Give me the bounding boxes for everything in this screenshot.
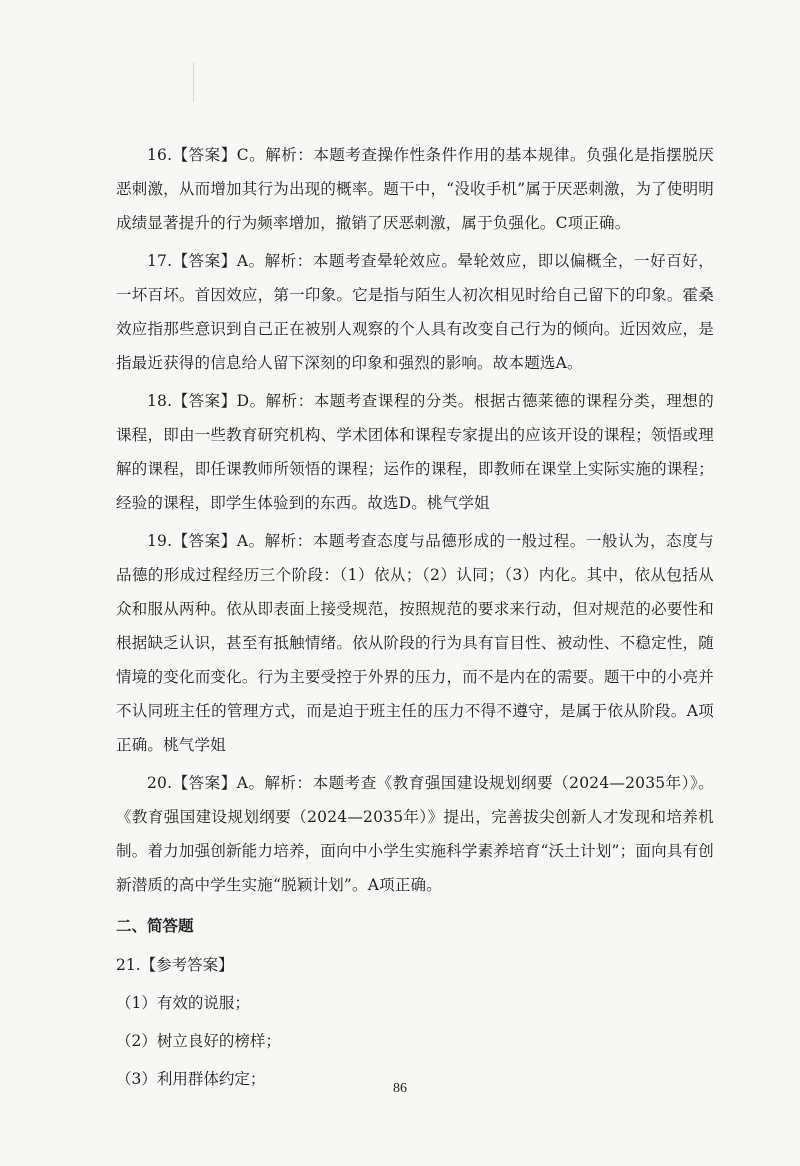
answer-18: 18.【答案】D。解析：本题考查课程的分类。根据古德莱德的课程分类，理想的课程，即由一些教育研究机构、学术团体和课程专家提出的应该开设的课程；领悟或理解的课程，即任课教师所领悟的课程；运作的课程，即教师在课堂上实际实施的课程；经验的课程，即学生体验到的东西。故选D。桃气学姐 xyxy=(116,392,714,512)
answer-17: 17.【答案】A。解析：本题考查晕轮效应。晕轮效应，即以偏概全，一好百好，一坏百坏。首因效应，第一印象。它是指与陌生人初次相见时给自己留下的印象。霍桑效应指那些意识到自己正在被别人观察的个人具有改变自己行为的倾向。近因效应，是指最近获得的信息给人留下深刻的印象和强烈的影响。故本题选A。 xyxy=(116,252,714,372)
answer-21-item-2: （2）树立良好的榜样； xyxy=(116,1032,281,1050)
answer-21-item-3: （3）利用群体约定； xyxy=(116,1070,266,1088)
margin-rule xyxy=(193,62,194,102)
answer-21-title: 21.【参考答案】 xyxy=(116,956,234,974)
answer-16: 16.【答案】C。解析：本题考查操作性条件作用的基本规律。负强化是指摆脱厌恶刺激，从而增加其行为出现的概率。题干中，“没收手机”属于厌恶刺激，为了使明明成绩显著提升的行为频率增加，撤销了厌恶刺激，属于负强化。C项正确。 xyxy=(116,146,714,232)
answer-21-item-1: （1）有效的说服； xyxy=(116,994,250,1012)
page-number: 86 xyxy=(393,1081,407,1096)
answer-20: 20.【答案】A。解析：本题考查《教育强国建设规划纲要（2024—2035年）》。《教育强国建设规划纲要（2024—2035年）》提出，完善拔尖创新人才发现和培养机制。着力加强创新能力培养，面向中小学生实施科学素养培育“沃土计划”；面向具有创新潜质的高中学生实施“脱颖计划”。A项正确。 xyxy=(116,774,714,894)
section-heading: 二、简答题 xyxy=(116,917,194,935)
page-content xyxy=(116,138,714,1098)
answer-19: 19.【答案】A。解析：本题考查态度与品德形成的一般过程。一般认为，态度与品德的形成过程经历三个阶段：（1）依从；（2）认同；（3）内化。其中，依从包括从众和服从两种。依从即表面上接受规范，按照规范的要求来行动，但对规范的必要性和根据缺乏认识，甚至有抵触情绪。依从阶段的行为具有盲目性、被动性、不稳定性，随情境的变化而变化。行为主要受控于外界的压力，而不是内在的需要。题干中的小亮并不认同班主任的管理方式，而是迫于班主任的压力不得不遵守，是属于依从阶段。A项正确。桃气学姐 xyxy=(116,532,714,754)
